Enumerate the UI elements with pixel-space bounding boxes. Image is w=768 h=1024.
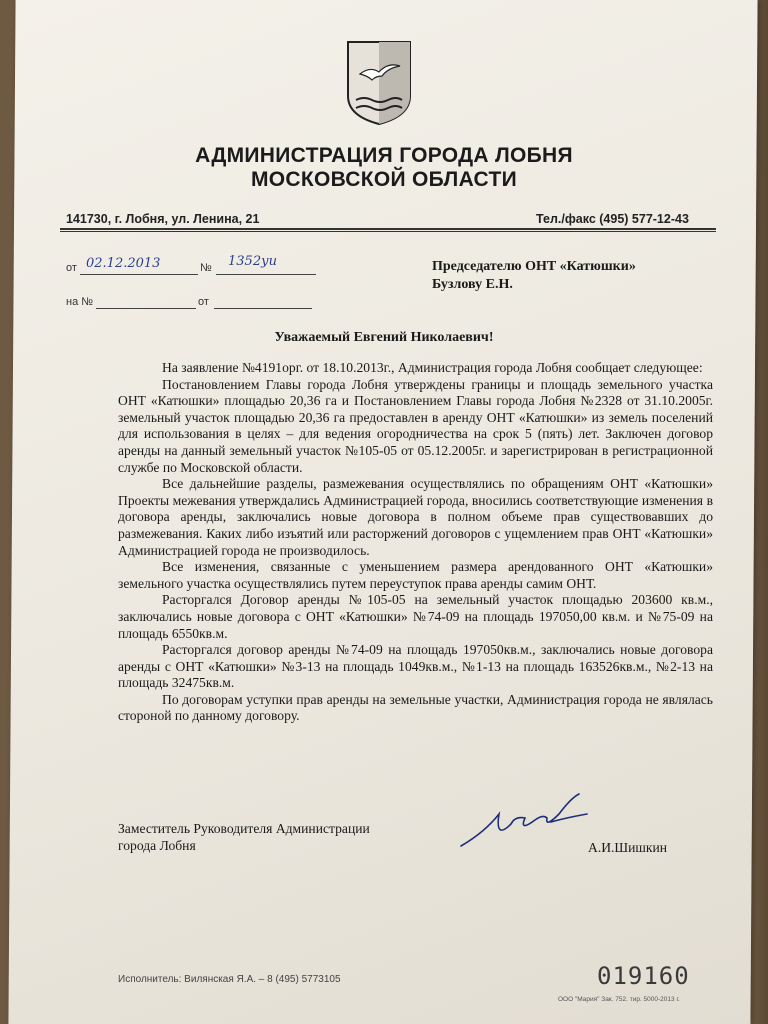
header-divider bbox=[60, 228, 716, 230]
paragraph: Постановлением Главы города Лобня утверждены границы и площадь земельного участка ОНТ «Катюшки» площадью 20,36 га и Постановлением Главы города Лобня №2328 от 31.10.2005г. земельный участок площадью 20,36 га предоставлен в аренду ОНТ «Катюшки» из земель поселений для использования в целях – для ведения огородничества на срок 5 (пять) лет. Заключен договор аренды на данный земельный участок №105-05 от 05.12.2005г. и зарегистрирован в регистрационной службе по Московской области. bbox=[118, 376, 713, 475]
handwritten-signature-icon bbox=[455, 788, 595, 858]
coat-of-arms-icon bbox=[346, 40, 412, 126]
reply-label: на № bbox=[66, 296, 94, 308]
reply-from-label: от bbox=[198, 296, 209, 308]
letter-body bbox=[118, 360, 713, 725]
signatory-position bbox=[118, 820, 370, 854]
paragraph: Все изменения, связанные с уменьшением размера арендованного ОНТ «Катюшки» земельного участка осуществлялись путем переуступок права аренды самим ОНТ. bbox=[118, 559, 713, 591]
reply-date-line bbox=[214, 296, 312, 309]
org-address: 141730, г. Лобня, ул. Ленина, 21 bbox=[66, 212, 260, 226]
addressee-line1: Председателю ОНТ «Катюшки» bbox=[432, 259, 636, 274]
registration-number: 1352уи bbox=[228, 254, 277, 269]
paragraph: Все дальнейшие разделы, размежевания осуществлялись по обращениям ОНТ «Катюшки» Проекты межевания утверждались Администрацией города, вносились соответствующие изменения в договора аренды, заключались новые договора в полном объеме прав существовавших до размежевания. Каких либо изъятий или расторжений договоров с ущемлением прав ОНТ «Катюшки» Администрацией города не производилось. bbox=[118, 476, 713, 558]
org-phone: Тел./факс (495) 577-12-43 bbox=[536, 212, 689, 226]
signatory-position-line2: города Лобня bbox=[118, 838, 196, 853]
signatory-position-line1: Заместитель Руководителя Администрации bbox=[118, 821, 370, 836]
registration-date: 02.12.2013 bbox=[86, 256, 161, 271]
reply-number-line bbox=[96, 296, 196, 309]
signatory-name: А.И.Шишкин bbox=[588, 840, 668, 855]
form-serial-number: 019160 bbox=[597, 962, 690, 990]
org-title-line2: МОСКОВСКОЙ ОБЛАСТИ bbox=[250, 168, 517, 191]
from-label: от bbox=[66, 262, 77, 274]
printer-imprint: ООО "Мария" Зак. 752. тир. 5000-2013 г. bbox=[558, 996, 680, 1003]
executor-info: Исполнитель: Вилянская Я.А. – 8 (495) 5773105 bbox=[118, 974, 341, 985]
salutation: Уважаемый Евгений Николаевич! bbox=[274, 330, 494, 345]
paragraph: Расторгался Договор аренды №105-05 на земельный участок площадью 203600 кв.м., заключались новые договора с ОНТ «Катюшки» №74-09 на площадь 197050,00 кв.м. и №75-09 на площадь 6550кв.м. bbox=[118, 592, 713, 641]
paragraph: На заявление №4191орг. от 18.10.2013г., Администрация города Лобня сообщает следующее: bbox=[162, 360, 703, 375]
org-title-line1: АДМИНИСТРАЦИЯ ГОРОДА ЛОБНЯ bbox=[195, 144, 573, 167]
number-label: № bbox=[200, 262, 212, 274]
paragraph: Расторгался договор аренды №74-09 на площадь 197050кв.м., заключались новые договора аренды с ОНТ «Катюшки» №3-13 на площадь 1049кв.м., №1-13 на площадь 163526кв.м., №2-13 на площадь 32475кв.м. bbox=[118, 642, 713, 691]
addressee-line2: Бузлову Е.Н. bbox=[432, 277, 513, 292]
header-divider-thin bbox=[60, 231, 716, 232]
paragraph: По договорам уступки прав аренды на земельные участки, Администрация города не являлась стороной по данному договору. bbox=[118, 691, 713, 724]
